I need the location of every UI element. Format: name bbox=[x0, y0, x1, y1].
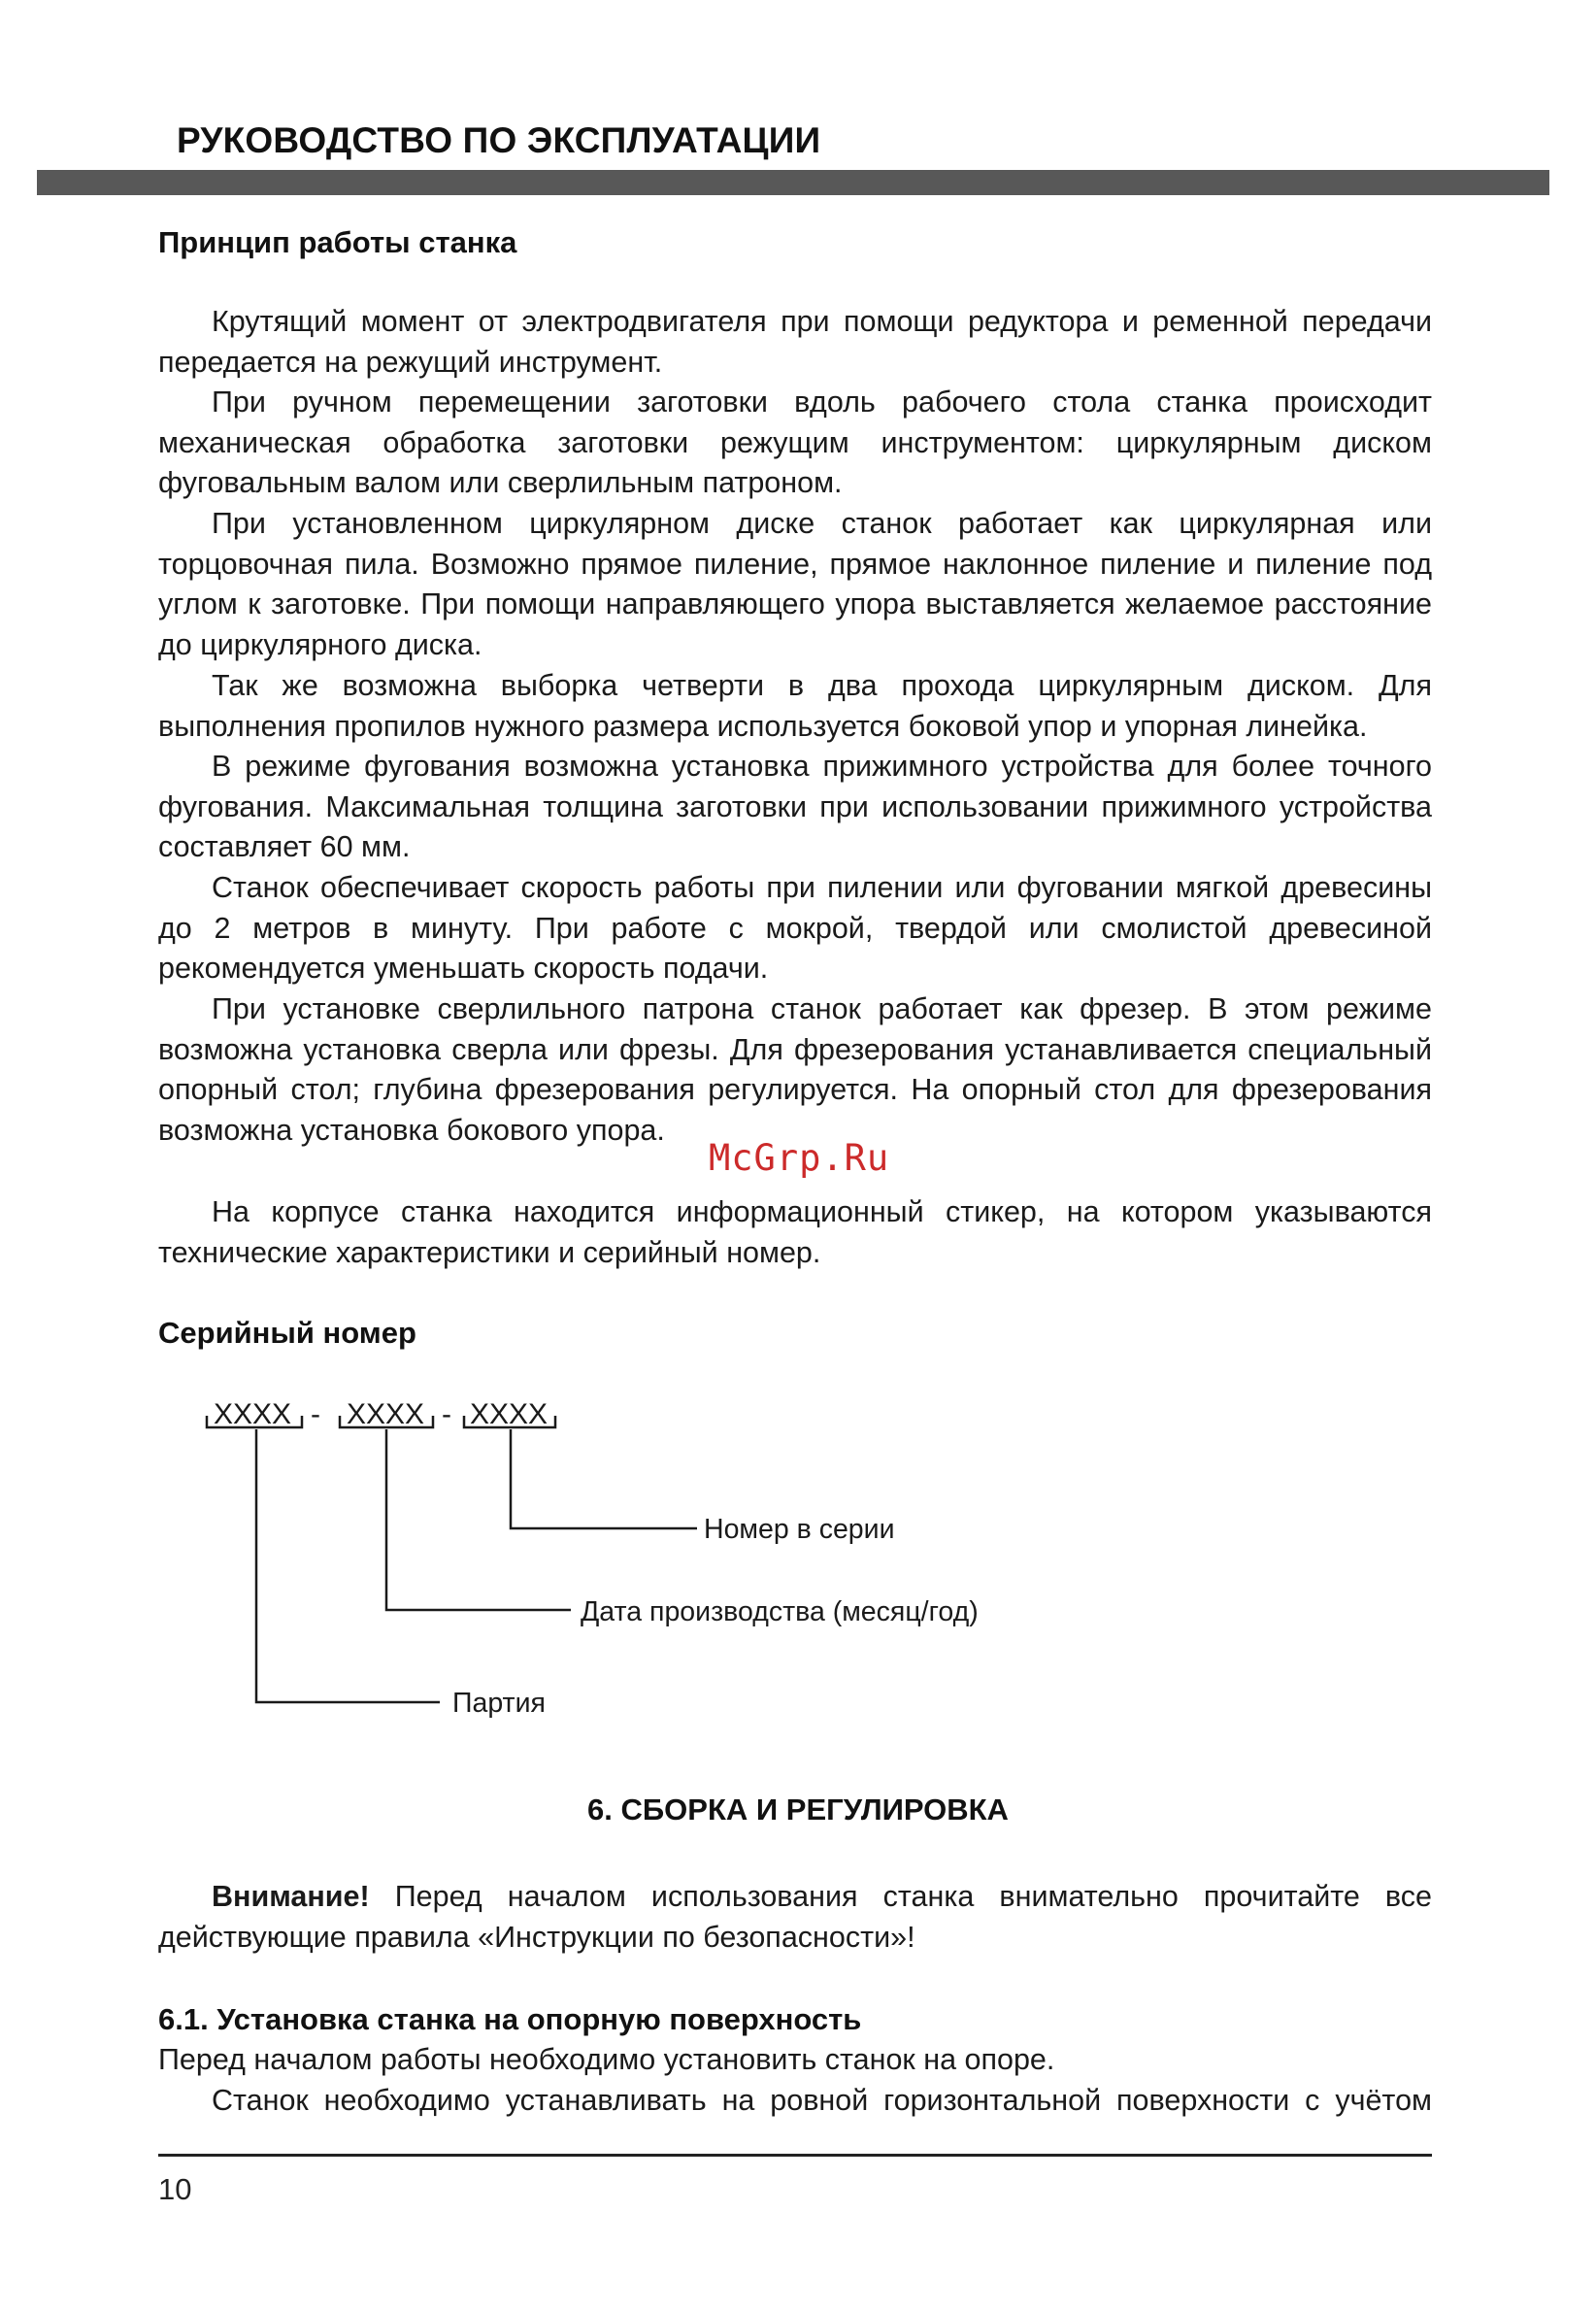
principle-paragraph-7: При установке сверлильного патрона станок работает как фрезер. В этом режиме возможна установка сверла или фрезы. Для фрезерования устанавливается специальный опорный стол; глубина фрезерования регулируется. На опорный стол для фрезерования возможна установка бокового упора. bbox=[158, 992, 1432, 1147]
subsection-heading: 6.1. Установка станка на опорную поверхность bbox=[158, 2002, 862, 2036]
warning-label: Внимание! bbox=[212, 1880, 370, 1913]
footer-rule bbox=[158, 2154, 1432, 2157]
serial-heading: Серийный номер bbox=[158, 1316, 416, 1350]
principle-paragraph-8: На корпусе станка находится информационный стикер, на котором указываются технические характеристики и серийный номер. bbox=[158, 1195, 1432, 1269]
label-batch: Партия bbox=[452, 1688, 546, 1719]
serial-segment-1: XXXX bbox=[214, 1398, 292, 1430]
leader-batch bbox=[256, 1429, 440, 1702]
warning-paragraph bbox=[158, 1877, 1432, 1958]
chapter-heading: 6. СБОРКА И РЕГУЛИРОВКА bbox=[587, 1793, 1009, 1826]
leader-number-in-series bbox=[511, 1429, 697, 1528]
page-number: 10 bbox=[158, 2172, 192, 2206]
principle-paragraph-1: Крутящий момент от электродвигателя при помощи редуктора и ременной передачи передается на режущий инструмент. bbox=[158, 305, 1432, 379]
principle-paragraph-5: В режиме фугования возможна установка прижимного устройства для более точного фугования. Максимальная толщина заготовки при использовании прижимного устройства составляет 60 мм. bbox=[158, 750, 1432, 863]
subsection-line-2: Станок необходимо устанавливать на ровной горизонтальной поверхности с учётом bbox=[212, 2084, 1432, 2117]
serial-separator-1: - bbox=[311, 1398, 320, 1430]
principle-heading: Принцип работы станка bbox=[158, 225, 517, 259]
subsection-line-1: Перед началом работы необходимо установить станок на опоре. bbox=[158, 2043, 1055, 2076]
page-header-title: РУКОВОДСТВО ПО ЭКСПЛУАТАЦИИ bbox=[177, 120, 821, 160]
label-production-date: Дата производства (месяц/год) bbox=[581, 1596, 979, 1627]
principle-paragraph-2: При ручном перемещении заготовки вдоль рабочего стола станка происходит механическая обработка заготовки режущим инструментом: циркулярным диском фуговальным валом или сверлильным патроном. bbox=[158, 385, 1432, 499]
watermark: McGrp.Ru bbox=[709, 1137, 890, 1179]
principle-paragraph-4: Так же возможна выборка четверти в два прохода циркулярным диском. Для выполнения пропилов нужного размера используется боковой упор и упорная линейка. bbox=[158, 669, 1432, 743]
serial-segment-3: XXXX bbox=[470, 1398, 549, 1430]
leader-production-date bbox=[386, 1429, 571, 1610]
warning-text: Перед началом использования станка внимательно прочитайте все действующие правила «Инструкции по безопасности»! bbox=[158, 1880, 1432, 1954]
serial-segment-2: XXXX bbox=[347, 1398, 425, 1430]
label-number-in-series: Номер в серии bbox=[704, 1514, 895, 1545]
principle-paragraph-6: Станок обеспечивает скорость работы при пилении или фуговании мягкой древесины до 2 метров в минуту. При работе с мокрой, твердой или смолистой древесиной рекомендуется уменьшать скорость подачи. bbox=[158, 871, 1432, 985]
principle-paragraph-3: При установленном циркулярном диске станок работает как циркулярная или торцовочная пила. Возможно прямое пиление, прямое наклонное пиление и пиление под углом к заготовке. При помощи направляющего упора выставляется желаемое расстояние до циркулярного диска. bbox=[158, 507, 1432, 661]
serial-separator-2: - bbox=[442, 1398, 451, 1430]
